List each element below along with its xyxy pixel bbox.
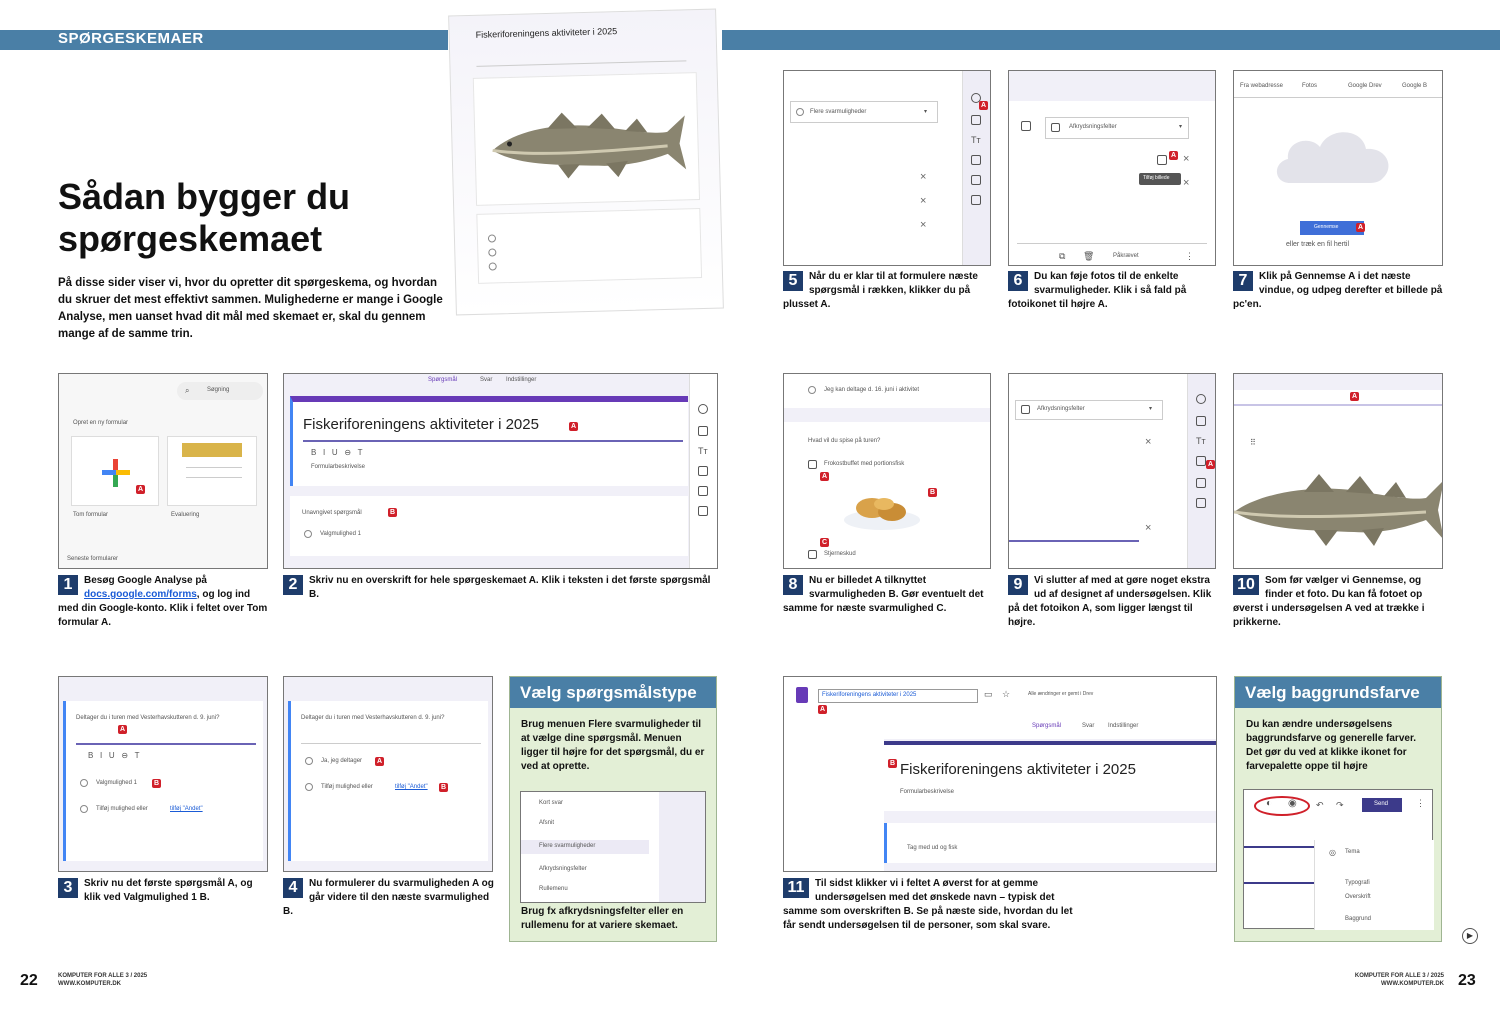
step-badge-6: 6 xyxy=(1008,271,1028,291)
search-label: Søgning xyxy=(207,387,230,393)
hero-divider xyxy=(476,60,686,66)
caption-7-kw: Gennemse xyxy=(1294,271,1346,282)
section-icon[interactable] xyxy=(971,195,981,205)
question-card-4 xyxy=(288,701,488,861)
top-strip xyxy=(1009,71,1215,101)
browse-button-label: Gennemse xyxy=(1314,224,1339,230)
eval-label: Evaluering xyxy=(171,512,200,518)
option-text-1[interactable]: Valgmulighed 1 xyxy=(96,780,137,786)
caption-8 xyxy=(783,574,993,616)
tip-footer-bold: Brug xyxy=(521,906,545,917)
marker-a-icon: A xyxy=(1351,393,1358,400)
send-label: Send xyxy=(1374,801,1389,807)
tip-footer-text: fx afkrydsningsfelter eller en rullemenu for at variere skemaet. xyxy=(521,906,684,931)
eval-template-card[interactable] xyxy=(167,436,257,506)
step-badge-4: 4 xyxy=(283,878,303,898)
screenshot-1 xyxy=(58,373,268,569)
question-card-8 xyxy=(784,422,990,569)
new-form-label: Opret en ny formular xyxy=(73,420,129,426)
form-heading: Fiskeriforeningens aktiviteter i 2025 xyxy=(900,761,1136,778)
marker-c-icon: C xyxy=(821,539,828,546)
option-radio[interactable] xyxy=(304,530,312,538)
close-icon-1[interactable]: × xyxy=(1183,153,1190,165)
option-card-8 xyxy=(784,374,990,408)
blank-form-label: Tom formular xyxy=(73,512,109,518)
checkbox-icon xyxy=(1051,123,1060,132)
search-icon: ⌕ xyxy=(185,386,190,395)
step-badge-5: 5 xyxy=(783,271,803,291)
tab-questions[interactable]: Spørgsmål xyxy=(428,377,458,383)
option-text-1[interactable]: Ja, jeg deltager xyxy=(321,758,363,764)
caption-3-post: B. xyxy=(196,892,210,903)
tip-box-text: Du kan ændre undersøgelsens baggrundsfarve og generelle farver. Det gør du ved at klikke ikonet for farvepalette oppe til højre xyxy=(1246,719,1417,772)
add-other-link[interactable]: tilføj "Andet" xyxy=(170,806,203,812)
tab-answers[interactable]: Svar xyxy=(480,377,493,383)
copy-icon[interactable]: ⧉ xyxy=(1059,251,1066,261)
form-header-card xyxy=(884,741,1217,811)
tip-box-title: Vælg baggrundsfarve xyxy=(1235,677,1441,708)
marker-b-icon: B xyxy=(389,509,396,516)
format-toolbar: B I U ⊖ T xyxy=(88,751,140,760)
format-toolbar: B I U ⊖ T xyxy=(311,448,363,457)
caption-10-post: , og finder et foto. Du kan få fotoet op øverst i undersøgelsen A ved at trække i prikkerne. xyxy=(1233,575,1425,628)
screenshot-5 xyxy=(783,70,991,266)
checkbox-icon-1[interactable] xyxy=(808,460,817,469)
form-title-text[interactable]: Fiskeriforeningens aktiviteter i 2025 xyxy=(303,416,539,433)
marker-a-icon: A xyxy=(1357,224,1364,231)
tab-settings[interactable]: Indstillinger xyxy=(506,377,537,383)
drag-text: eller træk en fil hertil xyxy=(1286,241,1350,248)
folder-icon[interactable]: ▭ xyxy=(984,689,993,699)
form-description: Formularbeskrivelse xyxy=(311,464,366,470)
type-dropdown-label: Flere svarmuligheder xyxy=(810,109,867,115)
question-underline xyxy=(76,743,256,745)
import-icon[interactable] xyxy=(698,426,708,436)
menu-item-short[interactable]: Kort svar xyxy=(539,800,564,806)
bottom-line xyxy=(1009,540,1139,542)
photo-icon[interactable] xyxy=(1157,155,1167,165)
caption-1-post: A. xyxy=(98,617,111,628)
add-question-icon[interactable] xyxy=(1196,394,1206,404)
caption-11 xyxy=(783,877,1083,933)
option-text-8b: Frokostbuffet med portionsfisk xyxy=(824,461,905,467)
screenshot-4 xyxy=(283,676,493,872)
cod-fish-image xyxy=(487,103,689,188)
palette-highlight-ring xyxy=(1254,796,1310,816)
import-icon[interactable] xyxy=(1196,416,1206,426)
add-option[interactable]: Tilføj mulighed eller xyxy=(321,784,373,790)
theme-icon: ◎ xyxy=(1329,848,1336,857)
trash-icon[interactable]: 🗑 xyxy=(1083,251,1095,261)
option-text-8c: Stjerneskud xyxy=(824,551,856,557)
caption-7 xyxy=(1233,270,1445,312)
menu-item-multiple[interactable]: Flere svarmuligheder xyxy=(539,843,596,849)
marker-b-icon: B xyxy=(153,780,160,787)
caption-3 xyxy=(58,877,270,905)
saved-status: Alle ændringer er gemt i Drev xyxy=(1028,691,1094,697)
caption-11-text: Til sidst klikker vi i feltet A øverst for at gemme undersøgelsen med det ønskede navn – typisk det samme som overskriften B. Se på næste side, hvordan du let får sendt undersøgelsen til de personer, som skal svare. xyxy=(783,878,1073,931)
hero-form-title: Fiskeriforeningens aktiviteter i 2025 xyxy=(475,26,618,40)
video-icon[interactable] xyxy=(1196,478,1206,488)
cloud-upload-icon xyxy=(1270,123,1400,193)
footer-left xyxy=(58,972,147,988)
dropdown-radio-icon xyxy=(796,108,804,116)
question-card xyxy=(290,496,688,556)
theme-option-2[interactable]: Overskrift xyxy=(1345,894,1371,900)
menu-item-dropdown[interactable]: Rullemenu xyxy=(539,886,568,892)
marker-b-icon: B xyxy=(889,760,896,767)
add-question-icon[interactable] xyxy=(698,404,708,414)
theme-screenshot xyxy=(1243,789,1433,929)
add-option[interactable]: Tilføj mulighed eller xyxy=(96,806,148,812)
plus-icon xyxy=(102,459,130,487)
caption-1 xyxy=(58,574,270,630)
marker-a-icon: A xyxy=(980,102,987,109)
tab-divider xyxy=(1234,97,1442,98)
next-page-icon[interactable]: ▶ xyxy=(1462,928,1478,944)
tip-box-text: Brug menuen Flere svarmuligheder til at vælge dine spørgsmål. Menuen ligger til højre for det spørgsmål, du er ved at oprette. xyxy=(521,719,705,772)
header-line xyxy=(1234,404,1442,406)
image-icon[interactable] xyxy=(971,155,981,165)
question-card-3 xyxy=(63,701,263,861)
cod-fish-header-image xyxy=(1234,470,1443,550)
hero-form-screenshot xyxy=(448,9,724,316)
title-underline xyxy=(303,440,683,442)
header-strip xyxy=(1234,374,1442,390)
chevron-down-icon: ▾ xyxy=(1149,406,1153,412)
tab-google[interactable]: Google B xyxy=(1402,83,1428,89)
caption-7-post: A i det næste vindue, og udpeg derefter et billede på pc'en. xyxy=(1233,271,1443,310)
tip-box-question-type xyxy=(509,676,717,942)
step-badge-8: 8 xyxy=(783,575,803,595)
chevron-down-icon: ▾ xyxy=(924,109,928,115)
hero-question-card xyxy=(476,208,702,284)
title-text-icon[interactable]: Tт xyxy=(698,446,708,456)
hero-radio-1 xyxy=(488,234,496,242)
marker-a-icon: A xyxy=(821,473,828,480)
footer-right-line2: WWW.KOMPUTER.DK xyxy=(1381,981,1444,987)
title-text-icon[interactable]: Tт xyxy=(1196,436,1206,446)
question-text-4[interactable]: Deltager du i turen med Vesterhavskutteren d. 9. juni? xyxy=(301,715,445,721)
screenshot-11 xyxy=(783,676,1217,872)
marker-a-icon: A xyxy=(1207,461,1214,468)
screenshot-6 xyxy=(1008,70,1216,266)
tool-sidebar xyxy=(1187,374,1215,568)
theme-option-3[interactable]: Baggrund xyxy=(1345,916,1372,922)
bottom-divider xyxy=(1017,243,1207,244)
close-icon-2[interactable]: × xyxy=(1183,177,1190,189)
close-icon-2[interactable]: × xyxy=(1145,522,1152,534)
step-badge-2: 2 xyxy=(283,575,303,595)
body-line xyxy=(1244,882,1314,884)
caption-3-kw: Valgmulighed 1 xyxy=(123,892,197,903)
step-badge-1: 1 xyxy=(58,575,78,595)
star-icon[interactable]: ☆ xyxy=(1002,689,1011,699)
tab-settings[interactable]: Indstillinger xyxy=(1108,723,1139,729)
caption-7-pre: Klik på xyxy=(1259,271,1295,282)
question-text[interactable]: Unavngivet spørgsmål xyxy=(302,510,362,516)
option-radio xyxy=(808,386,816,394)
google-forms-link[interactable]: docs.google.com/forms xyxy=(84,589,197,600)
caption-6-text: Du kan føje fotos til de enkelte svarmuligheder. Klik i så fald på fotoikonet til højre A. xyxy=(1008,271,1187,310)
page-number-right: 23 xyxy=(1458,972,1476,989)
image-icon[interactable] xyxy=(1196,456,1206,466)
checkbox-icon xyxy=(1021,405,1030,414)
tooltip-text: Tilføj billede xyxy=(1143,175,1170,181)
tip-box-title: Vælg spørgsmålstype xyxy=(510,677,716,708)
blank-form-card[interactable] xyxy=(71,436,159,506)
page-number-left: 22 xyxy=(20,972,38,989)
field-text[interactable]: Tag med ud og fisk xyxy=(907,845,958,851)
recent-forms-label: Seneste formularer xyxy=(67,556,119,562)
forms-logo xyxy=(796,687,808,703)
marker-a-icon: A xyxy=(376,758,383,765)
caption-10 xyxy=(1233,574,1445,630)
redo-icon[interactable]: ↷ xyxy=(1336,800,1344,810)
section-label: SPØRGESKEMAER xyxy=(58,30,204,47)
image-icon xyxy=(1021,121,1031,131)
top-bar-right xyxy=(722,30,1500,50)
caption-9-text: Vi slutter af med at gøre noget ekstra ud af designet af undersøgelsen. Klik på det fotoikon A, som ligger længst til højre. xyxy=(1008,575,1212,628)
marker-a-icon: A xyxy=(119,726,126,733)
intro-text: På disse sider viser vi, hvor du opretter dit spørgeskema, og hvordan du skruer det mest effektivt sammen. Mulighederne er mange i Google Analyse, men uanset hvad dit mål med skemaet er, skal du gennem mange af de samme trin. xyxy=(58,277,443,340)
caption-2-text: Skriv nu en overskrift for hele spørgeskemaet A. Klik i teksten i det første spørgsmål B. xyxy=(309,575,711,600)
hero-radio-2 xyxy=(488,248,496,256)
checkbox-icon-2[interactable] xyxy=(808,550,817,559)
option-text: Valgmulighed 1 xyxy=(320,531,361,537)
close-icon-3[interactable]: × xyxy=(920,219,927,231)
caption-8-text: Nu er billedet A tilknyttet svarmuligheden B. Gør eventuelt det samme for næste svarmulighed C. xyxy=(783,575,984,614)
marker-a-icon: A xyxy=(570,423,577,430)
hero-card xyxy=(473,72,700,206)
import-icon[interactable] xyxy=(971,115,981,125)
footer-left-line2: WWW.KOMPUTER.DK xyxy=(58,981,121,987)
option-radio-1[interactable] xyxy=(305,757,313,765)
type-dropdown-label: Afkrydsningsfelter xyxy=(1037,406,1085,412)
form-title-card xyxy=(290,396,688,486)
option-radio-1[interactable] xyxy=(80,779,88,787)
caption-3-pre: Skriv nu det første spørgsmål A, og klik ved xyxy=(84,878,253,903)
step-badge-7: 7 xyxy=(1233,271,1253,291)
marker-a-icon: A xyxy=(819,706,826,713)
caption-5 xyxy=(783,270,993,312)
caption-1-mid: , og log ind med din Google-konto. Klik i feltet over xyxy=(58,589,251,614)
palette-icon[interactable]: ◐ xyxy=(1266,798,1273,809)
footer-right-line1: KOMPUTER FOR ALLE 3 / 2025 xyxy=(1354,973,1444,979)
tip-box-footer xyxy=(510,903,716,939)
tab-questions[interactable]: Spørgsmål xyxy=(1032,723,1062,729)
add-other-link[interactable]: tilføj "Andet" xyxy=(395,784,428,790)
caption-10-pre: Som før vælger vi xyxy=(1265,575,1353,586)
page-headline: Sådan bygger du spørgeskemaet xyxy=(58,176,351,259)
option-radio-2 xyxy=(305,783,313,791)
fish-dish-image xyxy=(842,486,922,532)
caption-5-text: Når du er klar til at formulere næste spørgsmål i rækken, klikker du på plusset A. xyxy=(783,271,978,310)
footer-left-line1: KOMPUTER FOR ALLE 3 / 2025 xyxy=(58,973,148,979)
image-icon[interactable] xyxy=(698,466,708,476)
section-icon[interactable] xyxy=(1196,498,1206,508)
more-icon[interactable]: ⋮ xyxy=(1185,251,1194,261)
footer-right xyxy=(1340,972,1444,988)
caption-1-kw: Tom formular xyxy=(58,603,268,628)
option-radio-2 xyxy=(80,805,88,813)
tab-web[interactable]: Fra webadresse xyxy=(1240,83,1284,89)
theme-option-1[interactable]: Typografi xyxy=(1345,880,1370,886)
required-label: Påkrævet xyxy=(1113,253,1139,259)
step-badge-10: 10 xyxy=(1233,575,1259,595)
marker-a-icon: A xyxy=(1170,152,1177,159)
undo-icon[interactable]: ↶ xyxy=(1316,800,1324,810)
header-line xyxy=(1244,846,1314,848)
question-text-3[interactable]: Deltager du i turen med Vesterhavskutteren d. 9. juni? xyxy=(76,715,220,721)
step-badge-3: 3 xyxy=(58,878,78,898)
chevron-down-icon: ▾ xyxy=(1179,124,1183,130)
theme-panel xyxy=(1314,840,1434,930)
menu-sidebar xyxy=(659,792,705,902)
option-text-8a: Jeg kan deltage d. 16. juni i aktivitet xyxy=(824,387,920,393)
tab-photos[interactable]: Fotos xyxy=(1302,83,1318,89)
menu-item-checkbox[interactable]: Afkrydsningsfelter xyxy=(539,866,587,872)
screenshot-9 xyxy=(1008,373,1216,569)
close-icon-1[interactable]: × xyxy=(920,171,927,183)
caption-10-kw: Gennemse xyxy=(1352,575,1404,586)
video-icon[interactable] xyxy=(971,175,981,185)
tab-drive[interactable]: Google Drev xyxy=(1348,83,1382,89)
screenshot-2 xyxy=(283,373,718,569)
step-badge-11: 11 xyxy=(783,878,809,898)
marker-b-icon: B xyxy=(440,784,447,791)
screenshot-10 xyxy=(1233,373,1443,569)
caption-4-text: Nu formulerer du svarmuligheden A og går videre til den næste svarmulighed B. xyxy=(283,878,494,917)
type-dropdown[interactable] xyxy=(1045,117,1189,139)
title-text-icon[interactable]: Tт xyxy=(971,135,981,145)
menu-item-paragraph[interactable]: Afsnit xyxy=(539,820,555,826)
caption-2 xyxy=(283,574,713,602)
marker-a-icon: A xyxy=(137,486,144,493)
caption-9 xyxy=(1008,574,1220,630)
more-icon[interactable]: ⋮ xyxy=(1416,798,1425,808)
theme-label: Tema xyxy=(1345,849,1360,855)
question-text-8: Hvad vil du spise på turen? xyxy=(808,438,881,444)
screenshot-7 xyxy=(1233,70,1443,266)
close-icon-1[interactable]: × xyxy=(1145,436,1152,448)
caption-1-pre: Besøg Google Analyse på xyxy=(84,575,207,586)
screenshot-3 xyxy=(58,676,268,872)
preview-icon[interactable]: ◉ xyxy=(1288,798,1297,809)
question-divider xyxy=(301,743,481,744)
caption-4 xyxy=(283,877,495,919)
hero-radio-3 xyxy=(489,262,497,270)
caption-6 xyxy=(1008,270,1218,312)
step-badge-9: 9 xyxy=(1008,575,1028,595)
video-icon[interactable] xyxy=(698,486,708,496)
form-description: Formularbeskrivelse xyxy=(900,789,955,795)
field-card xyxy=(884,823,1217,863)
tab-answers[interactable]: Svar xyxy=(1082,723,1095,729)
section-icon[interactable] xyxy=(698,506,708,516)
tool-sidebar xyxy=(689,374,717,568)
tool-sidebar xyxy=(962,71,990,265)
type-menu-screenshot xyxy=(520,791,706,903)
tip-box-background xyxy=(1234,676,1442,942)
close-icon-2[interactable]: × xyxy=(920,195,927,207)
type-dropdown-label: Afkrydsningsfelter xyxy=(1069,124,1117,130)
doc-title-input: Fiskeriforeningens aktiviteter i 2025 xyxy=(822,692,917,698)
drag-handle-icon[interactable]: ⠿ xyxy=(1250,438,1256,447)
screenshot-8 xyxy=(783,373,991,569)
marker-b-icon: B xyxy=(929,489,936,496)
